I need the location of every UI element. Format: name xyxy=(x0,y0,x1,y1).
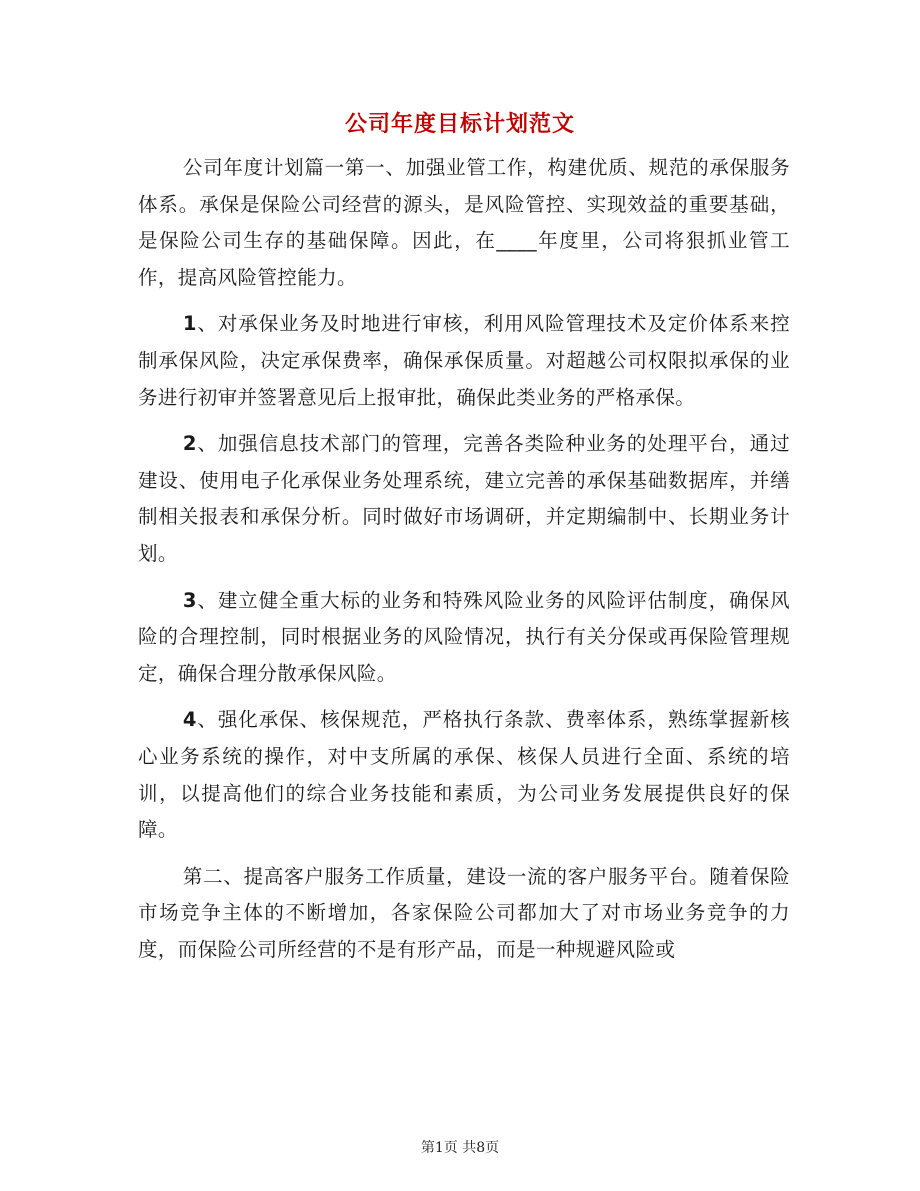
paragraph-number: 2 xyxy=(182,432,197,456)
paragraph-item-3 xyxy=(138,583,790,693)
document-body xyxy=(138,150,790,978)
paragraph-item-2 xyxy=(138,426,790,572)
paragraph-number: 4 xyxy=(182,708,197,732)
document-title: 公司年度目标计划范文 xyxy=(344,112,575,137)
paragraph-text: 、强化承保、核保规范，严格执行条款、费率体系，熟练掌握新核心业务系统的操作，对中支所属的承保、核保人员进行全面、系统的培训，以提高他们的综合业务技能和素质，为公司业务发展提供良好的保障。 xyxy=(138,708,790,842)
page-footer: 第1页 共8页 xyxy=(420,1140,500,1156)
paragraph-section-2 xyxy=(138,859,790,969)
paragraph-text: 、加强信息技术部门的管理，完善各类险种业务的处理平台，通过建设、使用电子化承保业务处理系统，建立完善的承保基础数据库，并缮制相关报表和承保分析。同时做好市场调研，并定期编制中、长期业务计划。 xyxy=(138,432,790,565)
paragraph-item-4 xyxy=(138,702,790,848)
paragraph-text: 公司年度计划篇一第一、加强业管工作，构建优质、规范的承保服务体系。承保是保险公司经营的源头，是风险管控、实现效益的重要基础，是保险公司生存的基础保障。因此，在____年度里，公司将狠抓业管工作，提高风险管控能力。 xyxy=(138,156,790,289)
paragraph-text: 、对承保业务及时地进行审核，利用风险管理技术及定价体系来控制承保风险，决定承保费率，确保承保质量。对超越公司权限拟承保的业务进行初审并签署意见后上报审批，确保此类业务的严格承保。 xyxy=(138,312,790,409)
paragraph-item-1 xyxy=(138,306,790,416)
paragraph-intro xyxy=(138,150,790,296)
paragraph-number: 3 xyxy=(182,588,197,612)
paragraph-text: 第二、提高客户服务工作质量，建设一流的客户服务平台。随着保险市场竞争主体的不断增加，各家保险公司都加大了对市场业务竞争的力度，而保险公司所经营的不是有形产品，而是一种规避风险或 xyxy=(138,864,790,961)
paragraph-number: 1 xyxy=(182,312,197,336)
paragraph-text: 、建立健全重大标的业务和特殊风险业务的风险评估制度，确保风险的合理控制，同时根据业务的风险情况，执行有关分保或再保险管理规定，确保合理分散承保风险。 xyxy=(138,588,790,685)
